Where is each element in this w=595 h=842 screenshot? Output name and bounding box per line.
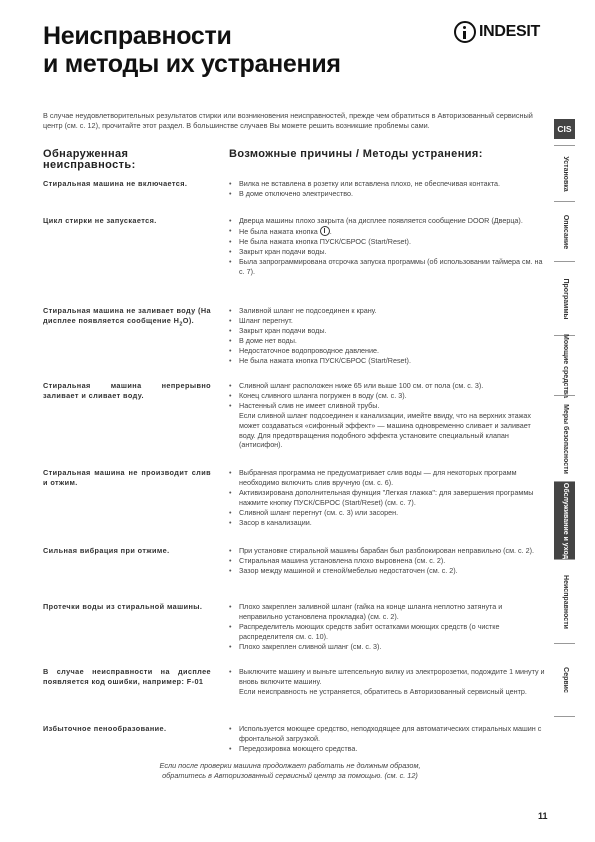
problem-continuous-fill-drain: Стиральная машина непрерывно заливает и сливает воду. bbox=[43, 381, 211, 400]
brand-name: INDESIT bbox=[479, 23, 541, 40]
tab-label: Установка bbox=[561, 155, 569, 192]
cause-note: Если неисправность не устраняется, обратитесь в Авторизованный сервисный центр. bbox=[239, 686, 527, 696]
cause-item-text: Не была нажата кнопка bbox=[239, 226, 318, 236]
tab-label: Программы bbox=[561, 277, 569, 320]
cause-item: • Вилка не вставлена в розетку или вставлена плохо, не обеспечивая контакта. bbox=[229, 179, 547, 189]
cause-item: • Выбранная программа не предусматривает слив воды — для некоторых программ необходимо включить слив вручную (см. с. 6). bbox=[229, 468, 547, 488]
cause-item: • Дверца машины плохо закрыта (на дисплее появляется сообщение DOOR (Дверца). bbox=[229, 216, 547, 226]
problem-cycle-not-start: Цикл стирки не запускается. bbox=[43, 216, 157, 225]
tab-label: Сервис bbox=[561, 667, 569, 693]
problem-error-code: В случае неисправности на дисплее появляется код ошибки, например: F-01 bbox=[43, 667, 211, 686]
problem-text-end: O). bbox=[182, 316, 195, 325]
problem-no-power: Стиральная машина не включается. bbox=[43, 179, 188, 188]
cause-item: • Закрыт кран подачи воды. bbox=[229, 247, 547, 257]
cause-item: • Засор в канализации. bbox=[229, 518, 547, 528]
causes-no-drain-spin bbox=[229, 468, 547, 527]
problem-subscript: 2 bbox=[179, 321, 183, 328]
problem-text: Стиральная машина не заливает воду (На дисплее появляется сообщение H bbox=[43, 306, 211, 325]
cause-note: Если сливной шланг подсоединен к канализации, имейте ввиду, что на верхних этажах может создаваться «сифонный эффект» — машина одновременно сливает и заливает воду. Для предотвращения подобного эффекта установите специальный клапан (антисифон). bbox=[239, 410, 532, 450]
cause-item: • Настенный слив не имеет сливной трубы. bbox=[229, 401, 547, 411]
tab-detergents[interactable] bbox=[554, 333, 575, 398]
cause-item: • Конец сливного шланга погружен в воду (см. с. 3). bbox=[229, 391, 547, 401]
tab-maintenance[interactable] bbox=[554, 481, 575, 559]
cause-item: • Сливной шланг расположен ниже 65 или выше 100 см. от пола (см. с. 3). bbox=[229, 381, 547, 391]
tab-language-cis[interactable]: CIS bbox=[554, 119, 575, 139]
causes-continuous-fill-drain bbox=[229, 381, 547, 450]
problem-no-water-intake bbox=[43, 306, 211, 329]
tab-installation[interactable] bbox=[554, 145, 575, 201]
column-header-problem: Обнаруженная неисправность: bbox=[43, 148, 136, 171]
causes-leaks bbox=[229, 602, 547, 652]
cause-item: • Не была нажата кнопка ПУСК/СБРОС (Start/Reset). bbox=[229, 356, 547, 366]
footer-note bbox=[100, 761, 480, 781]
brand-info-icon bbox=[454, 21, 476, 43]
brand-logo bbox=[454, 20, 540, 44]
cause-item: • Активизирована дополнительная функция "Легкая глажка": для завершения программы нажмите кнопку ПУСК/СБРОС (Start/Reset) (см. с. 7). bbox=[229, 488, 547, 508]
cause-item: • Закрыт кран подачи воды. bbox=[229, 326, 547, 336]
cause-item: • Используется моющее средство, неподходящее для автоматических стиральных машин с фронтальной загрузкой. bbox=[229, 724, 547, 744]
cause-item: • Плохо закреплен заливной шланг (гайка на конце шланга неплотно затянута и неправильно установлена прокладка) (см. с. 2). bbox=[229, 602, 547, 622]
tab-label: Меры безопасности bbox=[561, 403, 569, 474]
cause-item: • Распределитель моющих средств забит остатками моющих средств (о чистке распределителя см. с. 10). bbox=[229, 622, 547, 642]
causes-error-code bbox=[229, 667, 547, 697]
tab-label: Неисправности bbox=[561, 574, 569, 629]
tab-label: Обслуживание и уход bbox=[561, 482, 569, 559]
problem-vibration: Сильная вибрация при отжиме. bbox=[43, 546, 170, 555]
tab-description[interactable] bbox=[554, 201, 575, 261]
tab-troubleshooting[interactable] bbox=[554, 559, 575, 643]
cause-item: • В доме нет воды. bbox=[229, 336, 547, 346]
page-title-line1: Неисправности bbox=[43, 22, 232, 50]
causes-cycle-not-start bbox=[229, 216, 547, 276]
tab-safety[interactable] bbox=[554, 395, 575, 481]
cause-item: • Заливной шланг не подсоединен к крану. bbox=[229, 306, 547, 316]
cause-item: • Передозировка моющего средства. bbox=[229, 744, 547, 754]
intro-text: В случае неудовлетворительных результатов стирки или возникновения неисправностей, прежде чем обратиться в Авторизованный сервисный центр (см. с. 12), прочитайте этот раздел. В большинстве случаев Вы можете решить возникшие проблемы сами. bbox=[43, 111, 533, 130]
cause-item: • Была запрограммирована отсрочка запуска программы (об использовании таймера см. на с. 7). bbox=[229, 257, 547, 277]
cause-item-power-button: • Не была нажата кнопка . bbox=[229, 226, 547, 237]
cause-item: • Недостаточное водопроводное давление. bbox=[229, 346, 547, 356]
power-button-icon bbox=[320, 226, 330, 236]
footer-note-line2: обратитесь в Авторизованный сервисный центр за помощью. (см. с. 12) bbox=[162, 771, 418, 780]
causes-no-power bbox=[229, 179, 547, 199]
causes-excess-foam bbox=[229, 724, 547, 754]
cause-item: • Стиральная машина установлена плохо выровнена (см. с. 2). bbox=[229, 556, 547, 566]
cause-item: • В доме отключено электричество. bbox=[229, 189, 547, 199]
tab-programs[interactable] bbox=[554, 261, 575, 335]
cause-item: • Зазор между машиной и стеной/мебелью недостаточен (см. с. 2). bbox=[229, 566, 547, 576]
page-number: 11 bbox=[538, 811, 548, 821]
page-title bbox=[43, 22, 443, 78]
cause-item: • Сливной шланг перегнут (см. с. 3) или засорен. bbox=[229, 508, 547, 518]
tab-service[interactable] bbox=[554, 643, 575, 717]
causes-no-water-intake bbox=[229, 306, 547, 365]
cause-item: • При установке стиральной машины барабан был разблокирован неправильно (см. с. 2). bbox=[229, 546, 547, 556]
problem-no-drain-spin: Стиральная машина не производит слив и отжим. bbox=[43, 468, 211, 487]
problem-leaks: Протечки воды из стиральной машины. bbox=[43, 602, 203, 611]
problem-excess-foam: Избыточное пенообразование. bbox=[43, 724, 167, 733]
tab-label: Описание bbox=[561, 214, 569, 249]
cause-item: • Плохо закреплен сливной шланг (см. с. 3). bbox=[229, 642, 547, 652]
cause-item: • Не была нажата кнопка ПУСК/СБРОС (Start/Reset). bbox=[229, 237, 547, 247]
causes-vibration bbox=[229, 546, 547, 576]
page-title-line2: и методы их устранения bbox=[43, 50, 341, 78]
cause-item: • Выключите машину и выньте штепсельную вилку из электророзетки, подождите 1 минуту и вновь включите машину. bbox=[229, 667, 547, 687]
cause-item: • Шланг перегнут. bbox=[229, 316, 547, 326]
tab-label: Моющие средства bbox=[561, 333, 569, 398]
column-header-causes: Возможные причины / Методы устранения: bbox=[229, 148, 483, 160]
footer-note-line1: Если после проверки машина продолжает работать не должным образом, bbox=[159, 761, 421, 770]
